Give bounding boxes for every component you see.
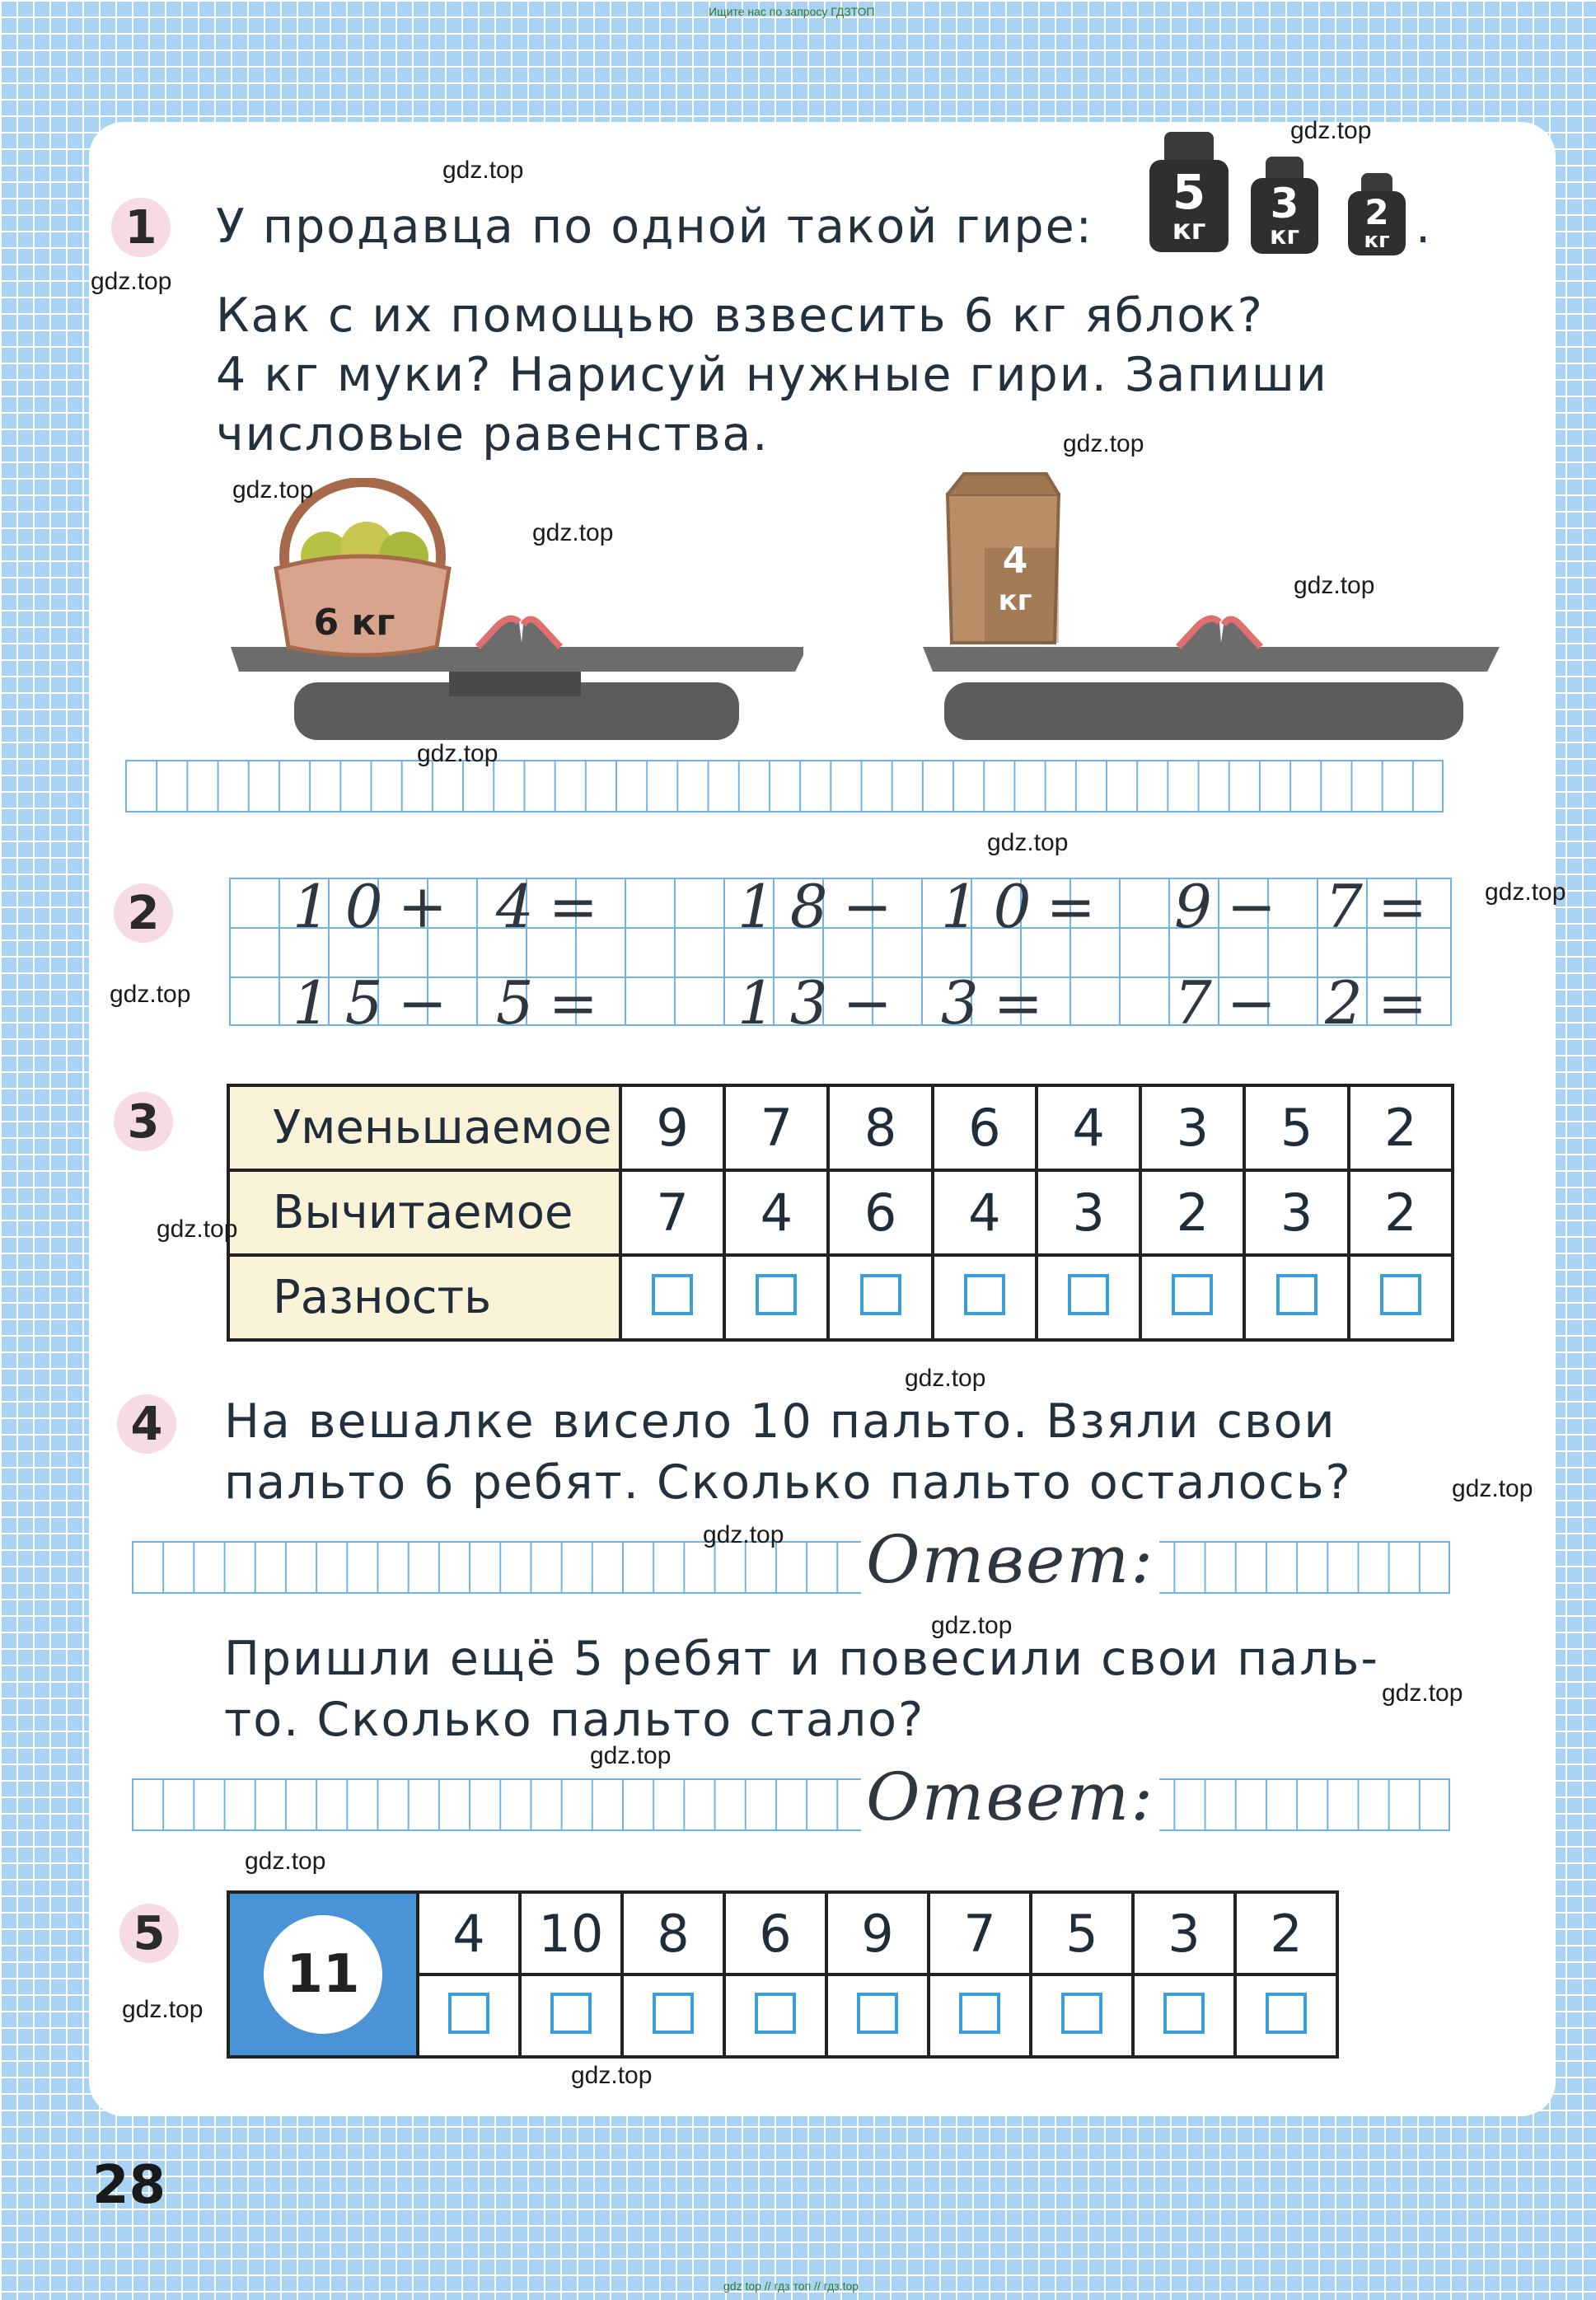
answer-cell — [622, 1974, 724, 2057]
answer-box[interactable] — [652, 1274, 693, 1315]
answer-box[interactable] — [964, 1274, 1005, 1315]
task-1-answer-grid[interactable] — [125, 760, 1444, 813]
expression-2: 18− 10= — [737, 872, 1111, 941]
scale-with-flour-bag — [923, 470, 1500, 742]
watermark: gdz.top — [1382, 1679, 1463, 1707]
task-4-line-2: пальто 6 ребят. Сколько пальто осталось? — [224, 1455, 1352, 1510]
subtrahend-cell: 6 — [828, 1170, 932, 1255]
watermark: gdz.top — [931, 1612, 1013, 1639]
number-cell: 5 — [1031, 1892, 1133, 1974]
subtrahend-cell: 4 — [933, 1170, 1037, 1255]
scale-base — [944, 682, 1463, 740]
task-1-line-4: числовые равенства. — [216, 407, 770, 461]
watermark: gdz.top — [905, 1365, 986, 1392]
target-cell — [228, 1892, 418, 2057]
number-cell: 7 — [929, 1892, 1031, 1974]
weight-2-value: 2 — [1364, 192, 1389, 232]
number-cell: 10 — [520, 1892, 622, 1974]
answer-cell — [520, 1974, 622, 2057]
expression-1: 10+ 4= — [293, 872, 613, 941]
minuend-cell: 3 — [1140, 1085, 1244, 1170]
minuend-row — [228, 1085, 1453, 1170]
answer-box[interactable] — [1266, 1993, 1307, 2034]
difference-cell — [933, 1255, 1037, 1340]
number-cell: 9 — [826, 1892, 929, 1974]
task-5-number: 5 — [119, 1904, 179, 1963]
watermark: gdz.top — [571, 2062, 653, 2089]
watermark: gdz.top — [1294, 572, 1375, 599]
minuend-cell: 8 — [828, 1085, 932, 1170]
answer-label-2: Ответ: — [861, 1760, 1159, 1834]
subtrahend-row — [228, 1170, 1453, 1255]
answer-box[interactable] — [860, 1274, 901, 1315]
minuend-cell: 7 — [724, 1085, 828, 1170]
composition-table — [227, 1890, 1339, 2059]
task-1-line-1: У продавца по одной такой гире: — [216, 199, 1093, 254]
answer-cell — [418, 1974, 520, 2057]
difference-cell — [1140, 1255, 1244, 1340]
answer-box[interactable] — [550, 1993, 592, 2034]
number-cell: 4 — [418, 1892, 520, 1974]
answer-box[interactable] — [755, 1993, 796, 2034]
task-4-line-3: Пришли ещё 5 ребят и повесили свои паль- — [224, 1632, 1379, 1686]
subtrahend-cell: 3 — [1244, 1170, 1348, 1255]
weight-3-unit: кг — [1269, 222, 1300, 251]
subtrahend-cell: 7 — [620, 1170, 724, 1255]
weight-3-value: 3 — [1270, 180, 1299, 227]
task-1-line-2: Как с их помощью взвесить 6 кг яблок? — [216, 288, 1264, 343]
watermark: gdz.top — [110, 981, 191, 1008]
minuend-cell: 4 — [1037, 1085, 1140, 1170]
expression-4: 15− 5= — [293, 968, 613, 1038]
task-3-number: 3 — [114, 1092, 173, 1151]
answer-cell — [826, 1974, 929, 2057]
answer-box[interactable] — [1172, 1274, 1213, 1315]
watermark: gdz.top — [1452, 1475, 1533, 1502]
answer-cell — [1235, 1974, 1337, 2057]
difference-cell — [724, 1255, 828, 1340]
task-1-line-3: 4 кг муки? Нарисуй нужные гири. Запиши — [216, 348, 1328, 402]
watermark: gdz.top — [1063, 430, 1144, 457]
watermark: gdz.top — [1290, 117, 1372, 144]
weight-2kg — [1348, 173, 1406, 255]
watermark: gdz.top — [245, 1848, 326, 1875]
task-2-number: 2 — [114, 883, 173, 943]
difference-cell — [1037, 1255, 1140, 1340]
subtrahend-cell: 2 — [1349, 1170, 1453, 1255]
difference-cell — [828, 1255, 932, 1340]
basket-label: 6 кг — [313, 602, 395, 644]
answer-cell — [1031, 1974, 1133, 2057]
bag-unit: кг — [998, 584, 1032, 617]
subtrahend-cell: 3 — [1037, 1170, 1140, 1255]
number-cell: 6 — [724, 1892, 826, 1974]
weight-3kg — [1251, 157, 1318, 254]
difference-label: Разность — [228, 1255, 620, 1340]
task-4-number: 4 — [117, 1394, 176, 1454]
answer-box[interactable] — [1276, 1274, 1318, 1315]
answer-box[interactable] — [653, 1993, 694, 2034]
task-4-line-4: то. Сколько пальто стало? — [224, 1693, 925, 1747]
task-1-number: 1 — [111, 198, 171, 257]
watermark: gdz.top — [232, 476, 314, 504]
subtrahend-cell: 2 — [1140, 1170, 1244, 1255]
difference-row — [228, 1255, 1453, 1340]
watermark: gdz.top — [703, 1521, 784, 1548]
answer-cell — [1133, 1974, 1235, 2057]
minuend-cell: 6 — [933, 1085, 1037, 1170]
minuend-cell: 9 — [620, 1085, 724, 1170]
answer-label-1: Ответ: — [861, 1523, 1159, 1597]
watermark: gdz.top — [417, 740, 498, 767]
difference-cell — [1244, 1255, 1348, 1340]
page-number: 28 — [92, 2155, 166, 2216]
number-cell: 3 — [1133, 1892, 1235, 1974]
subtrahend-label: Вычитаемое — [228, 1170, 620, 1255]
answer-box[interactable] — [1380, 1274, 1421, 1315]
answer-box[interactable] — [1163, 1993, 1205, 2034]
watermark: gdz.top — [122, 1996, 204, 2023]
subtraction-table — [227, 1084, 1454, 1342]
subtrahend-cell: 4 — [724, 1170, 828, 1255]
numbers-row — [228, 1892, 1337, 1974]
weight-5-value: 5 — [1172, 164, 1206, 220]
number-cell: 8 — [622, 1892, 724, 1974]
minuend-cell: 5 — [1244, 1085, 1348, 1170]
expression-6: 7− 2= — [1174, 968, 1443, 1038]
watermark: gdz.top — [987, 829, 1069, 856]
weight-5-unit: кг — [1172, 213, 1206, 246]
watermark: gdz.top — [442, 157, 524, 184]
weights-period: . — [1416, 199, 1433, 254]
watermark: gdz.top — [157, 1216, 238, 1243]
difference-cell — [1349, 1255, 1453, 1340]
watermark: gdz.top — [1485, 878, 1566, 906]
bag-value: 4 — [1002, 540, 1028, 582]
answer-box[interactable] — [857, 1993, 898, 2034]
answer-box[interactable] — [448, 1993, 489, 2034]
difference-cell — [620, 1255, 724, 1340]
answer-box[interactable] — [1061, 1993, 1102, 2034]
top-banner: Ищите нас по запросу ГДЗТОП — [709, 5, 875, 18]
number-cell: 2 — [1235, 1892, 1337, 1974]
weight-5kg — [1149, 132, 1229, 252]
watermark: gdz.top — [590, 1742, 672, 1769]
answer-cell — [929, 1974, 1031, 2057]
expression-3: 9− 7= — [1174, 872, 1443, 941]
answer-box[interactable] — [959, 1993, 1000, 2034]
task-4-answer-grid-2[interactable] — [132, 1778, 1450, 1831]
answer-cell — [724, 1974, 826, 2057]
target-number: 11 — [264, 1915, 382, 2034]
task-4-answer-grid-1[interactable] — [132, 1541, 1450, 1594]
bottom-banner: gdz top // гдз топ // гдз.top — [723, 2279, 859, 2293]
minuend-label: Уменьшаемое — [228, 1085, 620, 1170]
watermark: gdz.top — [91, 268, 172, 295]
weight-2-unit: кг — [1364, 228, 1390, 253]
task-4-line-1: На вешалке висело 10 пальто. Взяли свои — [224, 1394, 1336, 1449]
scale-with-basket — [227, 478, 803, 742]
expression-5: 13− 3= — [737, 968, 1058, 1038]
answer-box[interactable] — [756, 1274, 797, 1315]
minuend-cell: 2 — [1349, 1085, 1453, 1170]
answer-box[interactable] — [1068, 1274, 1109, 1315]
watermark: gdz.top — [532, 519, 614, 546]
